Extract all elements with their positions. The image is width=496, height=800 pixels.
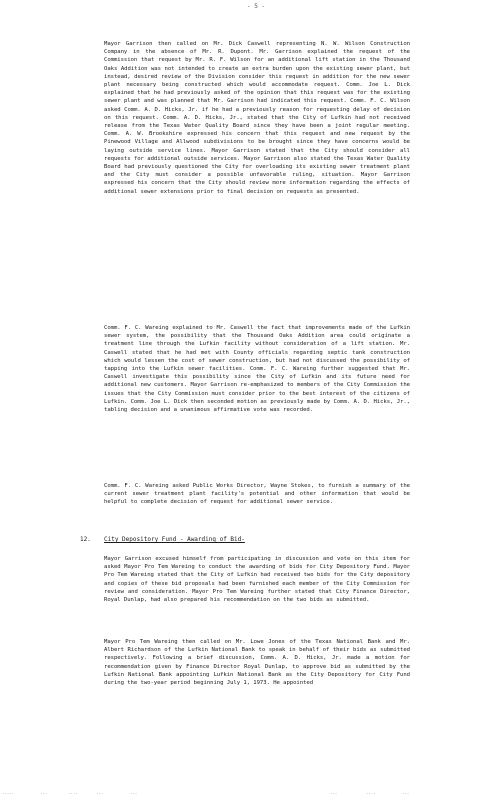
paragraph-mayor-garrison-caswell: Mayor Garrison then called on Mr. Dick Caswell representing N. W. Wilson Construction Company in the absence of Mr. R. Dupont. Mr. Garrison explained the request of the Commission that request by Mr. R. F. Wilson for an additional lift station in the Thousand Oaks Addition was not intended to create an extra burden upon the existing sewer plant, but instead, desired review of the Division consider this request in addition for the new sewer plant necessary being constructed which would accommodate request. Comm. Joe L. Dick explained that he had previously asked of the opinion that this request was for the existing sewer plant and was planned that Mr. Garrison had indicated this request. Comm. F. C. Wilson asked Comm. A. D. Hicks, Jr. if he had a previously reason for requesting delay of decision on this request. Comm. A. D. Hicks, Jr., stated that the City of Lufkin had not received release from the Texas Water Quality Board since they have been a joint regular meeting. Comm. A. W. Brookshire expressed his concern that this request and new request by the Pinewood Village and Allwood subdivisions to be brought since they have concerns would be laying outside service lines. Mayor Garrison stated that the City should consider all requests for additional outside services. Mayor Garrison also stated the Texas Water Quality Board had previously questioned the City for overloading its existing sewer treatment plant and the City must consider a possible unfavorable ruling, situation. Mayor Garrison expressed his concern that the City should review more information regarding the effects of additional sewer extensions prior to final decision on requests as presented.: [104, 41, 410, 195]
item-heading: City Depository Fund - Awarding of Bid-: [104, 536, 245, 543]
footer-fragment: ...: [130, 790, 138, 795]
footer-fragment: ...: [402, 790, 410, 795]
footer-fragment: ...: [96, 790, 104, 795]
paragraph-depository-bids: Mayor Garrison excused himself from participating in discussion and vote on this item for asked Mayor Pro Tem Wareing to conduct the awarding of bids for City Depository Fund. Mayor Pro Tem Wareing stated that the City of Lufkin had received two bids for the City depository and copies of these bid proposals had been furnished each member of the City Commission for review and consideration. Mayor Pro Tem Wareing further stated that City Finance Director, Royal Dunlap, had also prepared his recommendation on the two bids as submitted.: [104, 556, 410, 604]
paragraph-bank-motion: Mayor Pro Tem Wareing then called on Mr. Lowe Jones of the Texas National Bank and Mr. Albert Richardson of the Lufkin National Bank to speak in behalf of their bids as submitted respectively. Following a brief discussion, Comm. A. D. Hicks, Jr. made a motion for recommendation given by Finance Director Royal Dunlap, to approve bid as submitted by the Lufkin National Bank appointing Lufkin National Bank as the City Depository for City Fund during the two-year period beginning July 1, 1973. He appointed: [104, 639, 410, 687]
footer-fragment: .....: [2, 790, 15, 795]
footer-fragments: [0, 790, 496, 798]
paragraph-wareing-caswell: Comm. F. C. Wareing explained to Mr. Caswell the fact that improvements made of the Lufkin sewer system, the possibility that the Thousand Oaks Addition area could originate a treatment line through the Lufkin facility without consideration of a lift station. Mr. Caswell stated that he had met with County officials regarding septic tank construction which would lessen the cost of sewer construction, but had not discussed the possibility of tapping into the Lufkin sewer facilities. Comm. F. C. Wareing further suggested that Mr. Caswell investigate this possibility since the City of Lufkin and its future need for additional new customers. Mayor Garrison re-emphasized to members of the City Commission the issues that the City Commission must consider prior to the best interest of the citizens of Lufkin. Comm. Joe L. Dick then seconded motion as previously made by Comm. A. D. Hicks, Jr., tabling decision and a unanimous affirmative vote was recorded.: [104, 325, 410, 414]
footer-fragment: ....: [366, 790, 376, 795]
item-number: 12.: [80, 536, 91, 543]
page-number: - 5 -: [247, 3, 266, 10]
paragraph-stokes-summary: Comm. F. C. Wareing asked Public Works Director, Wayne Stokes, to furnish a summary of the current sewer treatment plant facility's potential and other information that would be helpful to complete decision of request for additional sewer service.: [104, 483, 410, 506]
footer-fragment: ...: [330, 790, 338, 795]
footer-fragment: ...: [40, 790, 48, 795]
footer-fragment: ....: [68, 790, 78, 795]
